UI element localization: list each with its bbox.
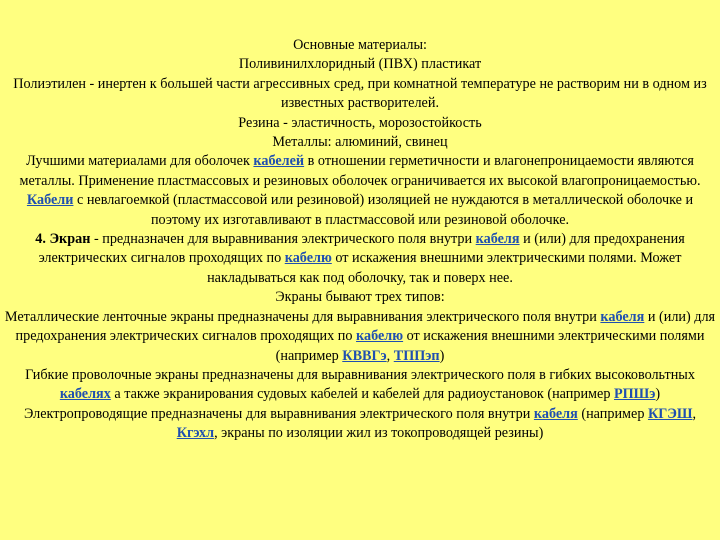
- wire-text-3: ): [655, 386, 661, 403]
- link-rpshe[interactable]: РПШэ: [613, 386, 656, 403]
- slide-text: [4, 36, 716, 444]
- tape-screens-paragraph: [4, 308, 716, 366]
- link-kabelya-3[interactable]: кабеля: [533, 405, 578, 422]
- polyethylene-line: Полиэтилен - инертен к большей части агрессивных сред, при комнатной температуре не растворим ни в одном из известных растворителей.: [13, 75, 707, 112]
- conductive-text-3: ,: [692, 405, 697, 422]
- conductive-text-2: (например: [577, 405, 648, 422]
- tape-text-3: от искажения внешними электрическими полями (например: [275, 328, 705, 364]
- tape-text-5: ): [439, 347, 445, 364]
- pvc-line: Поливинилхлоридный (ПВХ) пластикат: [238, 56, 482, 73]
- best-text-3: с невлагоемкой (пластмассовой или резиновой) изоляцией не нуждаются в металлической оболочке и поэтому их изготавливают в пластмассовой или резиновой оболочке.: [73, 192, 694, 228]
- screen-text-1: - предназначен для выравнивания электрического поля внутри: [90, 231, 476, 248]
- best-text-1: Лучшими материалами для оболочек: [26, 153, 254, 170]
- wire-text-2: а также экранирования судовых кабелей и кабелей для радиоустановок (например: [110, 386, 614, 403]
- heading: Основные материалы:: [293, 37, 427, 53]
- conductive-screens-paragraph: [4, 405, 716, 444]
- link-kabelyu[interactable]: кабелю: [284, 250, 332, 267]
- link-kabelya[interactable]: кабеля: [475, 231, 520, 248]
- screen-number: 4. Экран: [35, 231, 91, 248]
- link-kabelyakh[interactable]: кабелях: [59, 386, 111, 403]
- link-kabeli[interactable]: Кабели: [26, 192, 74, 209]
- wire-text-1: Гибкие проволочные экраны предназначены для выравнивания электрического поля в гибких высоковольтных: [25, 366, 695, 383]
- conductive-text-1: Электропроводящие предназначены для выравнивания электрического поля внутри: [23, 405, 534, 422]
- wire-screens-paragraph: [4, 366, 716, 405]
- link-kabeley[interactable]: кабелей: [253, 153, 305, 170]
- tape-text-1: Металлические ленточные экраны предназначены для выравнивания электрического поля внутри: [4, 308, 601, 325]
- link-kabelya-2[interactable]: кабеля: [600, 308, 645, 325]
- screen-text-3: от искажения внешними электрическими полями. Может накладываться как под оболочку, так и поверх нее.: [207, 250, 682, 286]
- tape-text-4: ,: [386, 347, 394, 364]
- conductive-text-4: , экраны по изоляции жил из токопроводящей резины): [214, 425, 544, 442]
- rubber-line: Резина - эластичность, морозостойкость: [238, 114, 482, 131]
- link-kgesh[interactable]: КГЭШ: [647, 405, 693, 422]
- screen-text-2: и (или) для предохранения электрических сигналов проходящих по: [38, 231, 685, 267]
- tape-text-2: и (или) для предохранения электрических сигналов проходящих по: [15, 308, 716, 345]
- metals-line: Металлы: алюминий, свинец: [272, 134, 448, 151]
- link-tppep[interactable]: ТППэп: [393, 347, 440, 364]
- link-kgekhl[interactable]: Кгэхл: [176, 425, 215, 442]
- link-kvvge[interactable]: КВВГэ: [342, 347, 387, 364]
- link-kabelyu-2[interactable]: кабелю: [356, 328, 404, 345]
- best-text-2: в отношении герметичности и влагонепроницаемости являются металлы. Применение пластмассовых и резиновых оболочек ограничивается их высокой влагопроницаемостью.: [19, 153, 701, 189]
- best-materials-paragraph: [4, 152, 716, 230]
- types-line: Экраны бывают трех типов:: [275, 289, 445, 306]
- screen-paragraph: [4, 230, 716, 288]
